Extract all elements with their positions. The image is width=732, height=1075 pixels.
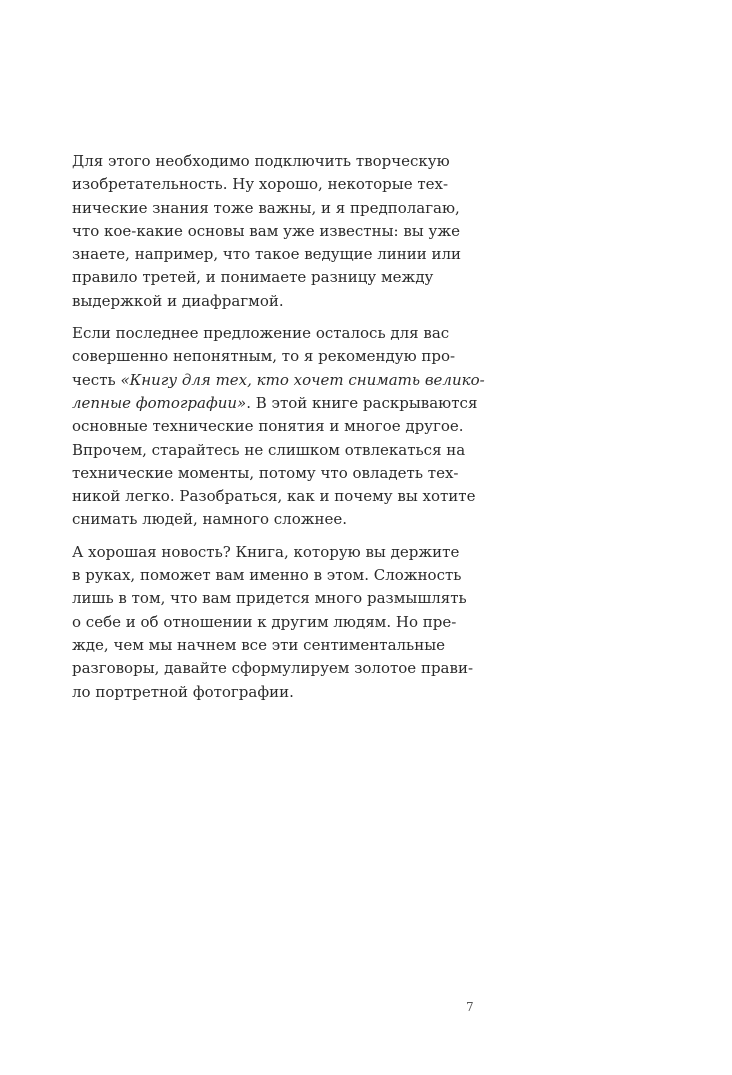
text-segment: . В этой книге раскрываются <box>246 393 478 412</box>
text-segment: Для этого необходимо подключить творческую <box>72 152 450 170</box>
text-segment: никой легко. Разобраться, как и почему вы хотите <box>72 487 476 506</box>
text-segment: жде, чем мы начнем все эти сентиментальные <box>72 635 446 654</box>
text-segment: в руках, поможет вам именно в этом. Сложность <box>72 566 462 585</box>
text-segment: основные технические понятия и многое другое. <box>72 417 464 436</box>
text-segment: разговоры, давайте сформулируем золотое прави- <box>72 659 474 678</box>
text-line <box>72 266 472 289</box>
text-segment: Если последнее предложение осталось для вас <box>72 324 450 343</box>
text-segment: выдержкой и диафрагмой. <box>72 291 284 310</box>
text-segment: технические моменты, потому что овладеть тех- <box>72 463 459 482</box>
text-line <box>72 657 472 680</box>
text-segment: знаете, например, что такое ведущие линии или <box>72 245 462 264</box>
text-line <box>72 345 472 368</box>
text-segment: А хорошая новость? Книга, которую вы держите <box>72 542 460 561</box>
body-text <box>72 150 485 713</box>
text-line <box>72 415 472 438</box>
text-line <box>72 220 472 243</box>
text-line <box>72 587 472 610</box>
text-line <box>72 243 472 266</box>
text-line <box>72 462 472 485</box>
paragraph-3 <box>72 541 472 704</box>
text-segment: честь <box>72 370 121 389</box>
text-line <box>72 439 472 462</box>
text-line <box>72 681 472 704</box>
book-title-text: «Книгу для тех, кто хочет снимать велико- <box>120 370 485 389</box>
text-line <box>72 634 472 657</box>
text-line <box>72 322 472 345</box>
text-segment: снимать людей, намного сложнее. <box>72 510 348 529</box>
text-line <box>72 541 472 564</box>
page-number: 7 <box>466 1000 474 1014</box>
text-line <box>72 392 478 415</box>
text-line <box>72 197 472 220</box>
text-segment: ло портретной фотографии. <box>72 682 294 701</box>
book-title-text: лепные фотографии» <box>72 393 247 412</box>
text-line <box>72 173 472 196</box>
text-segment: Впрочем, старайтесь не слишком отвлекаться на <box>72 440 466 459</box>
text-segment: нические знания тоже важны, и я предполагаю, <box>72 198 460 217</box>
paragraph-2 <box>72 322 485 532</box>
text-line <box>72 369 485 392</box>
text-segment: что кое-какие основы вам уже известны: вы уже <box>72 221 461 240</box>
paragraph-1 <box>72 150 472 313</box>
text-segment: лишь в том, что вам придется много размышлять <box>72 589 467 608</box>
text-line <box>72 611 472 634</box>
text-line <box>72 564 472 587</box>
text-segment: совершенно непонятным, то я рекомендую про- <box>72 347 456 366</box>
text-segment: о себе и об отношении к другим людям. Но пре- <box>72 612 457 631</box>
text-line <box>72 150 472 173</box>
text-line <box>72 508 472 531</box>
text-segment: изобретательность. Ну хорошо, некоторые тех- <box>72 175 449 194</box>
text-line <box>72 290 472 313</box>
text-line <box>72 485 476 508</box>
text-segment: правило третей, и понимаете разницу между <box>72 268 434 287</box>
